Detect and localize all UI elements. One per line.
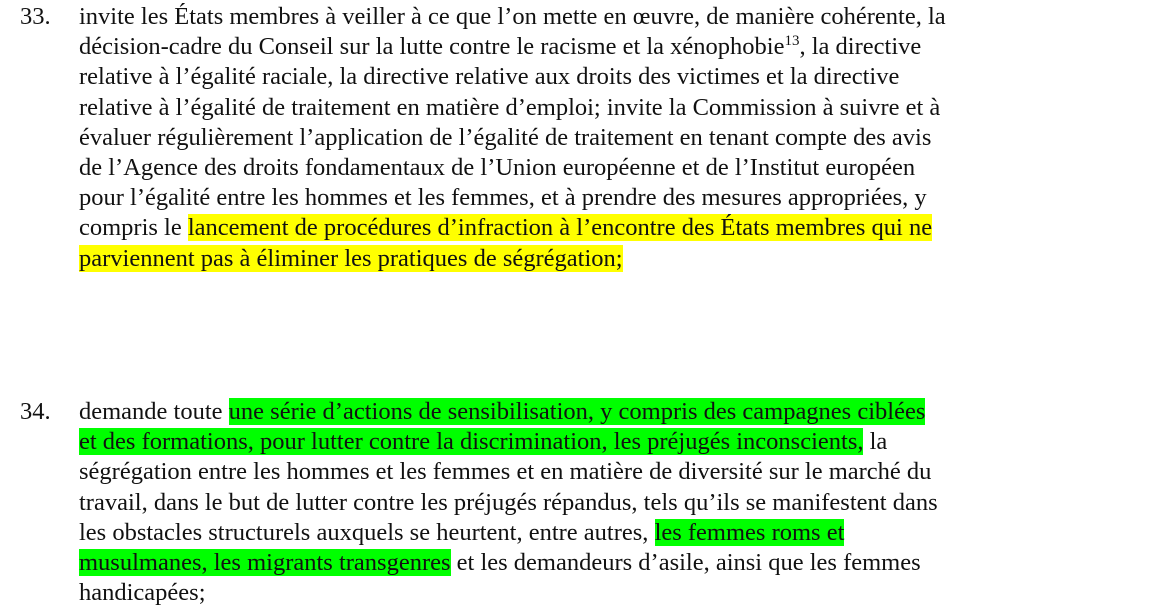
text-line [79, 213, 932, 243]
highlighted-text: et des formations, pour lutter contre la discrimination, les préjugés inconscients, [79, 428, 864, 456]
text-line [79, 32, 921, 62]
text-line [79, 183, 927, 213]
text-line [79, 62, 899, 92]
text-segment: les obstacles structurels auxquels se heurtent, entre autres, [79, 518, 655, 546]
text-segment: compris le [79, 214, 188, 242]
paragraph-number: 34. [20, 398, 51, 425]
highlighted-text: musulmanes, les migrants transgenres [79, 549, 451, 576]
text-segment: demande toute [79, 398, 229, 425]
text-segment: travail, dans le but de lutter contre les préjugés répandus, tels qu’ils se manifestent dans [79, 488, 938, 516]
text-line [79, 123, 931, 153]
highlighted-text: parviennent pas à éliminer les pratiques de ségrégation; [79, 244, 623, 272]
text-line [79, 548, 921, 578]
text-line [79, 457, 931, 487]
text-line [79, 153, 915, 183]
text-segment: et les demandeurs d’asile, ainsi que les femmes [450, 549, 921, 576]
text-segment: évaluer régulièrement l’application de l’égalité de traitement en tenant compte des avis [79, 123, 932, 151]
highlighted-text: les femmes roms et [654, 518, 845, 546]
paragraph-number: 33. [20, 3, 51, 30]
text-line [79, 427, 887, 457]
text-segment: pour l’égalité entre les hommes et les femmes, et à prendre des mesures appropriées, y [79, 184, 927, 212]
text-segment: , la directive [799, 33, 922, 61]
text-line [79, 397, 925, 427]
text-line [79, 93, 940, 123]
text-line [79, 518, 844, 548]
highlighted-text: une série d’actions de sensibilisation, y compris des campagnes ciblées [228, 398, 926, 425]
text-line [79, 244, 623, 274]
text-segment: décision-cadre du Conseil sur la lutte contre le racisme et la xénophobie [79, 33, 785, 61]
text-segment: de l’Agence des droits fondamentaux de l’Union européenne et de l’Institut européen [79, 154, 916, 181]
text-segment: la [863, 428, 888, 456]
text-segment: handicapées; [79, 579, 206, 607]
text-segment: relative à l’égalité raciale, la directive relative aux droits des victimes et la directive [79, 63, 900, 91]
text-line [79, 488, 938, 518]
text-segment: invite les États membres à veiller à ce que l’on mette en œuvre, de manière cohérente, la [79, 3, 946, 30]
footnote-reference: 13 [784, 33, 800, 50]
highlighted-text: lancement de procédures d’infraction à l’encontre des États membres qui ne [187, 214, 933, 242]
text-line [79, 2, 946, 32]
text-segment: ségrégation entre les hommes et les femmes et en matière de diversité sur le marché du [79, 458, 932, 486]
text-segment: relative à l’égalité de traitement en matière d’emploi; invite la Commission à suivre et à [79, 93, 941, 121]
text-line [79, 578, 206, 608]
